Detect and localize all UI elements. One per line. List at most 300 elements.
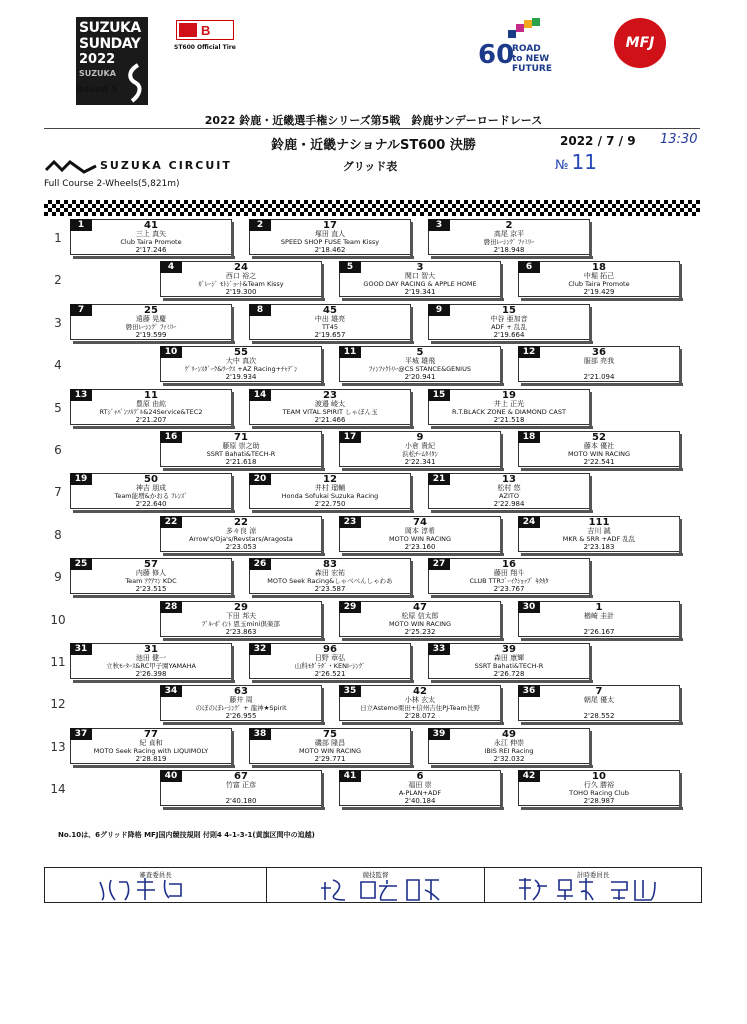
grid-position: 42 <box>518 770 540 782</box>
grid-slot <box>428 558 590 594</box>
rider-name: 森田 宏祐 <box>314 569 346 577</box>
grid-slot <box>160 601 322 637</box>
grid-slot <box>518 431 680 467</box>
team-name: TOHO Racing Club <box>569 789 629 797</box>
team-name: Team能増&かおる ﾌﾚﾝｽﾞ <box>114 492 188 500</box>
grid-position: 41 <box>339 770 361 782</box>
grid-slot <box>518 261 680 297</box>
rider-name: 渡邉 崚太 <box>314 400 346 408</box>
grid-row-label: 12 <box>50 697 66 711</box>
circuit-name: SUZUKA CIRCUIT <box>100 159 232 172</box>
car-number: 31 <box>144 644 158 655</box>
grid-position: 2 <box>249 219 271 231</box>
event-logo-year: 2022 <box>79 52 116 67</box>
team-name: MKR & SRR +ADF 乱乱 <box>562 535 636 543</box>
team-name: Club Taira Promote <box>568 280 630 288</box>
grid-position: 4 <box>160 261 182 273</box>
team-name: CLUB TTRｺﾞｰｲｸｼｮｯﾌﾟ ｷﾀｶﾀ <box>469 577 549 585</box>
grid-slot <box>339 346 501 382</box>
qualifying-time: 2'28.552 <box>583 712 615 720</box>
team-name: MOTO Seek Racing&しゃべべんしゃわあ <box>267 577 393 585</box>
qualifying-time: 2'26.167 <box>583 628 615 636</box>
team-name: IBIS REI Racing <box>484 747 534 755</box>
grid-slot <box>160 685 322 721</box>
rider-name: 楢崎 圭計 <box>583 612 615 620</box>
grid-position: 5 <box>339 261 361 273</box>
grid-slot <box>339 431 501 467</box>
qualifying-time: 2'25.232 <box>404 628 436 636</box>
event-logo-round: Round 5 <box>76 85 118 95</box>
rider-name: 井村 瑠輔 <box>314 484 346 492</box>
car-number: 63 <box>234 686 248 697</box>
svg-text:B: B <box>201 23 211 38</box>
grid-position: 32 <box>249 643 271 655</box>
qualifying-time: 2'22.541 <box>583 458 615 466</box>
qualifying-time: 2'20.941 <box>404 373 436 381</box>
grid-row-label: 9 <box>54 570 62 584</box>
car-number: 83 <box>323 559 337 570</box>
rider-name: 行久 勝裕 <box>583 781 615 789</box>
grid-slot <box>518 685 680 721</box>
car-number: 47 <box>413 602 427 613</box>
team-name: GOOD DAY RACING & APPLE HOME <box>363 280 477 288</box>
grid-slot <box>518 516 680 552</box>
car-number: 17 <box>323 220 337 231</box>
grid-row-label: 14 <box>50 782 66 796</box>
rider-name: 藤原 崇之助 <box>222 442 260 450</box>
qualifying-time: 2'22.341 <box>404 458 436 466</box>
grid-row-label: 13 <box>50 740 66 754</box>
car-number: 13 <box>502 474 516 485</box>
signature-cell-race-director <box>267 868 485 902</box>
grid-row-label: 5 <box>54 401 62 415</box>
team-name: SSRT Bahati&TECH-R <box>206 450 276 458</box>
grid-slot <box>428 219 590 255</box>
car-number: 23 <box>323 390 337 401</box>
grid-slot <box>428 728 590 764</box>
qualifying-time: 2'19.300 <box>225 288 257 296</box>
car-number: 49 <box>502 729 516 740</box>
qualifying-time: 2'22.984 <box>493 500 525 508</box>
rider-name: 池田 健一 <box>135 654 167 662</box>
grid-slot <box>249 728 411 764</box>
grid-position: 16 <box>160 431 182 443</box>
car-number: 74 <box>413 517 427 528</box>
rider-name: 藤井 周 <box>229 696 253 704</box>
rider-name: 中堀 拓己 <box>583 272 615 280</box>
grid-position: 39 <box>428 728 450 740</box>
checkered-flag-icon <box>508 18 548 40</box>
team-name: 磐田ﾚｰｼﾝｸﾞ ﾌｧﾐﾘｰ <box>125 323 177 331</box>
signature-cell-steward <box>45 868 267 902</box>
qualifying-time: 2'23.515 <box>135 585 167 593</box>
grid-slot <box>160 431 322 467</box>
grid-slot <box>339 685 501 721</box>
team-name: MOTO WIN RACING <box>567 450 631 458</box>
grid-slot <box>70 473 232 509</box>
series-title: 2022 鈴鹿・近畿選手権シリーズ第5戦 鈴鹿サンデーロードレース <box>204 114 543 127</box>
signature-cell-timekeeper <box>485 868 701 902</box>
grid-row-label: 1 <box>54 231 62 245</box>
car-number: 67 <box>234 771 248 782</box>
grid-slot <box>70 643 232 679</box>
rider-name: 高尾 京平 <box>493 230 525 238</box>
qualifying-time: 2'19.429 <box>583 288 615 296</box>
rider-name: 内藤 修人 <box>135 569 167 577</box>
grid-position: 25 <box>70 558 92 570</box>
team-name: Arrow's/Oja's/Revstars/Aragosta <box>189 535 293 543</box>
qualifying-time: 2'21.466 <box>314 416 346 424</box>
header-divider <box>44 128 700 129</box>
document-number-prefix: № <box>555 158 569 173</box>
grid-position: 31 <box>70 643 92 655</box>
rider-name: 中谷 亜加音 <box>490 315 528 323</box>
team-name: ﾌﾞﾙｰﾎﾟｲﾝﾄ 恩玉mini倶楽部 <box>202 620 280 628</box>
grid-row-label: 8 <box>54 528 62 542</box>
grid-position: 28 <box>160 601 182 613</box>
grid-position: 23 <box>339 516 361 528</box>
grid-row-label: 4 <box>54 358 62 372</box>
rider-name: 遠藤 晃慶 <box>135 315 167 323</box>
car-number: 11 <box>144 390 158 401</box>
rider-name: 吉川 誠 <box>587 527 611 535</box>
grid-position: 21 <box>428 473 450 485</box>
car-number: 77 <box>144 729 158 740</box>
rider-name: 関口 智大 <box>404 272 436 280</box>
event-logo-sub: SUZUKA <box>79 69 116 78</box>
team-name: SPEED SHOP FUSE Team Kissy <box>280 238 380 246</box>
car-number: 39 <box>502 644 516 655</box>
team-name: ｸﾞﾘｰﾝｽﾀﾞｰｸ&ﾜｰｸｽ +AZ Racing+ﾁｬﾃﾞﾝ <box>184 365 298 373</box>
grid-slot <box>249 473 411 509</box>
qualifying-time: 2'32.032 <box>493 755 525 763</box>
car-number: 111 <box>588 517 610 528</box>
grid-slot <box>249 304 411 340</box>
rider-name: 藤田 翔斗 <box>493 569 525 577</box>
role-label: 計時委員長 <box>576 871 610 879</box>
grid-slot <box>428 389 590 425</box>
rider-name: 朝尾 優太 <box>583 696 615 704</box>
grid-position: 6 <box>518 261 540 273</box>
grid-position: 11 <box>339 346 361 358</box>
qualifying-time: 2'19.599 <box>135 331 167 339</box>
qualifying-time: 2'22.750 <box>314 500 346 508</box>
grid-position: 3 <box>428 219 450 231</box>
anniversary-tagline-3: FUTURE <box>512 64 552 74</box>
course-info: Full Course 2-Wheels(5,821m) <box>44 179 180 189</box>
team-name: MOTO WIN RACING <box>388 535 452 543</box>
grid-slot <box>339 601 501 637</box>
anniversary-tagline-1: ROAD <box>512 44 541 54</box>
grid-slot <box>339 261 501 297</box>
race-time-handwritten: 13:30 <box>660 132 698 147</box>
team-name: MOTO WIN RACING <box>388 620 452 628</box>
grid-position: 20 <box>249 473 271 485</box>
qualifying-time: 2'26.398 <box>135 670 167 678</box>
grid-row-label: 10 <box>50 613 66 627</box>
grid-position: 36 <box>518 685 540 697</box>
team-name: ｶﾞﾚｰｼﾞ ﾓﾄｼﾞｮｰﾄ&Team Kissy <box>198 280 284 288</box>
car-number: 1 <box>595 602 603 613</box>
rider-name: 塚田 直人 <box>314 230 346 238</box>
grid-position: 17 <box>339 431 361 443</box>
grid-slot <box>160 346 322 382</box>
grid-position: 40 <box>160 770 182 782</box>
rider-name: 中出 雄亮 <box>314 315 346 323</box>
document-number <box>555 150 597 174</box>
rider-name: 森田 康輝 <box>493 654 525 662</box>
team-name: 日立Astemo栗田+信州吉住PJ-Team長野 <box>360 704 480 712</box>
grid-slot <box>518 601 680 637</box>
grid-position: 38 <box>249 728 271 740</box>
team-name: A-PLAN+ADF <box>398 789 442 797</box>
qualifying-time: 2'18.462 <box>314 246 346 254</box>
team-name: 浜松ﾁｰﾑﾀｲﾀﾝ <box>402 450 438 458</box>
team-name: 立秋ﾓｰﾀｰｽ&RC甲子園YAMAHA <box>106 662 196 670</box>
handwritten-signature <box>45 868 267 902</box>
qualifying-time: 2'19.657 <box>314 331 346 339</box>
qualifying-time: 2'28.987 <box>583 797 615 805</box>
grid-slot <box>518 346 680 382</box>
rider-name: 紀 貞和 <box>139 739 163 747</box>
team-name: R.T.BLACK ZONE & DIAMOND CAST <box>452 408 566 416</box>
car-number: 25 <box>144 305 158 316</box>
car-number: 3 <box>416 262 424 273</box>
car-number: 52 <box>592 432 606 443</box>
car-number: 18 <box>592 262 606 273</box>
rider-name: 神吉 朋成 <box>135 484 167 492</box>
car-number: 55 <box>234 347 248 358</box>
car-number: 19 <box>502 390 516 401</box>
grid-position: 34 <box>160 685 182 697</box>
grid-row-label: 6 <box>54 443 62 457</box>
qualifying-time: 2'40.184 <box>404 797 436 805</box>
event-logo-line1: SUZUKA <box>79 20 141 36</box>
rider-name: 小林 玄太 <box>404 696 436 704</box>
car-number: 41 <box>144 220 158 231</box>
car-number: 12 <box>323 474 337 485</box>
handwritten-signature <box>485 868 701 902</box>
grid-row-label: 2 <box>54 273 62 287</box>
rider-name: 豊原 由紘 <box>135 400 167 408</box>
grid-position: 13 <box>70 389 92 401</box>
circuit-shape-icon <box>124 63 146 103</box>
team-name: TT45 <box>321 323 339 331</box>
team-name: ﾌｧﾝﾌｧｸﾄﾘｰ@CS STANCE&GENIUS <box>369 365 471 373</box>
grid-slot <box>249 389 411 425</box>
team-name: Honda Sofukai Suzuka Racing <box>281 492 379 500</box>
grid-slot <box>70 728 232 764</box>
mfj-logo: MFJ <box>614 18 666 68</box>
team-name: MOTO WIN RACING <box>298 747 362 755</box>
rider-name: 井上 正光 <box>493 400 525 408</box>
grid-position: 12 <box>518 346 540 358</box>
grid-position: 19 <box>70 473 92 485</box>
qualifying-time: 2'26.728 <box>493 670 525 678</box>
car-number: 6 <box>416 771 424 782</box>
rider-name: 岡本 淳希 <box>404 527 436 535</box>
qualifying-time: 2'17.246 <box>135 246 167 254</box>
qualifying-time: 2'23.183 <box>583 543 615 551</box>
qualifying-time: 2'28.072 <box>404 712 436 720</box>
team-name: Team ｱｸｱﾏﾝ KDC <box>125 577 177 585</box>
qualifying-time: 2'19.934 <box>225 373 257 381</box>
car-number: 36 <box>592 347 606 358</box>
document-number-value: 11 <box>571 150 597 174</box>
role-label: 競技監督 <box>362 871 389 879</box>
grid-position: 1 <box>70 219 92 231</box>
anniversary-number: 60 <box>478 40 515 70</box>
grid-position: 22 <box>160 516 182 528</box>
car-number: 29 <box>234 602 248 613</box>
car-number: 57 <box>144 559 158 570</box>
team-name: Club Taira Promote <box>120 238 182 246</box>
event-logo-line2: SUNDAY <box>79 36 141 52</box>
grid-slot <box>428 643 590 679</box>
handwritten-signature <box>267 868 485 902</box>
team-name: のぼのぼﾚｰｼﾝｸﾞ + 龍神★Spirit <box>195 704 287 712</box>
rider-name: 日野 章弘 <box>314 654 346 662</box>
race-title: 鈴鹿・近畿ナショナルST600 決勝 <box>271 138 476 153</box>
grid-slot <box>249 643 411 679</box>
rider-name: 竹富 正彦 <box>225 781 257 789</box>
team-name: ADF + 乱乱 <box>491 323 527 331</box>
qualifying-time: 2'18.948 <box>493 246 525 254</box>
grid-slot <box>249 219 411 255</box>
checkered-band <box>44 200 700 216</box>
qualifying-time: 2'23.053 <box>225 543 257 551</box>
car-number: 50 <box>144 474 158 485</box>
grid-position: 37 <box>70 728 92 740</box>
footnote: No.10は、6グリッド降格 MFJ国内競技規則 付則4 4-1-3-1(黄旗区間中の追越) <box>58 831 315 839</box>
document-type: グリッド表 <box>342 160 398 173</box>
qualifying-time: 2'23.160 <box>404 543 436 551</box>
grid-slot <box>339 770 501 806</box>
grid-row-label: 7 <box>54 485 62 499</box>
grid-position: 27 <box>428 558 450 570</box>
grid-position: 10 <box>160 346 182 358</box>
rider-name: 多々良 涼 <box>225 527 257 535</box>
grid-position: 7 <box>70 304 92 316</box>
grid-position: 9 <box>428 304 450 316</box>
car-number: 7 <box>595 686 603 697</box>
grid-position: 26 <box>249 558 271 570</box>
team-name: MOTO Seek Racing with LIQUIMOLY <box>93 747 209 755</box>
team-name: SSRT Bahati&TECH-R <box>474 662 544 670</box>
grid-position: 24 <box>518 516 540 528</box>
grid-position: 18 <box>518 431 540 443</box>
qualifying-time: 2'23.767 <box>493 585 525 593</box>
rider-name: 磯部 隆昌 <box>314 739 346 747</box>
car-number: 45 <box>323 305 337 316</box>
rider-name: 福田 崇 <box>408 781 432 789</box>
grid-slot <box>160 516 322 552</box>
car-number: 71 <box>234 432 248 443</box>
car-number: 2 <box>505 220 513 231</box>
car-number: 10 <box>592 771 606 782</box>
grid-slot <box>70 304 232 340</box>
rider-name: 松原 信太郎 <box>401 612 439 620</box>
grid-slot <box>70 389 232 425</box>
qualifying-time: 2'23.587 <box>314 585 346 593</box>
car-number: 9 <box>416 432 424 443</box>
grid-row-label: 3 <box>54 316 62 330</box>
qualifying-time: 2'21.518 <box>493 416 525 424</box>
grid-slot <box>339 516 501 552</box>
grid-position: 35 <box>339 685 361 697</box>
qualifying-time: 2'40.180 <box>225 797 257 805</box>
grid-slot <box>160 261 322 297</box>
rider-name: 平城 雄飛 <box>404 357 436 365</box>
grid-slot <box>518 770 680 806</box>
team-name: TEAM VITAL SPIRIT しゃぼん玉 <box>282 408 378 416</box>
tire-logo-caption: ST600 Official Tire <box>174 44 236 51</box>
tire-sponsor-logo <box>174 18 236 52</box>
team-name: 山科ﾓﾀﾞﾗﾀﾞ・KENIｰｼﾝｸﾞ <box>294 662 366 670</box>
car-number: 24 <box>234 262 248 273</box>
anniversary-tagline-2: to NEW <box>512 54 550 64</box>
rider-name: 永江 伸崇 <box>493 739 525 747</box>
car-number: 75 <box>323 729 337 740</box>
rider-name: 服部 亮我 <box>583 357 615 365</box>
rider-name: 西口 裕之 <box>225 272 257 280</box>
rider-name: 大中 真次 <box>225 357 257 365</box>
bridgestone-icon <box>176 20 234 40</box>
grid-slot <box>428 304 590 340</box>
role-label: 審査委員長 <box>139 871 172 879</box>
qualifying-time: 2'29.771 <box>314 755 346 763</box>
qualifying-time: 2'22.640 <box>135 500 167 508</box>
rider-name: 下田 邦夫 <box>225 612 257 620</box>
rider-name: 松村 悠 <box>497 484 521 492</box>
race-date: 2022 / 7 / 9 <box>560 134 636 148</box>
qualifying-time: 2'23.863 <box>225 628 257 636</box>
car-number: 5 <box>416 347 424 358</box>
rider-name: 小倉 貴紀 <box>404 442 436 450</box>
rider-name: 三上 真矢 <box>135 230 167 238</box>
car-number: 96 <box>323 644 337 655</box>
grid-slot <box>70 558 232 594</box>
grid-position: 30 <box>518 601 540 613</box>
grid-position: 8 <box>249 304 271 316</box>
rider-name: 藤本 優社 <box>583 442 615 450</box>
car-number: 16 <box>502 559 516 570</box>
grid-slot <box>249 558 411 594</box>
qualifying-time: 2'21.207 <box>135 416 167 424</box>
qualifying-time: 2'21.618 <box>225 458 257 466</box>
team-name: RTｼﾞｬﾊﾟﾝｿﾙﾌﾞﾙ&24Service&TEC2 <box>99 408 203 416</box>
grid-slot <box>70 219 232 255</box>
car-number: 15 <box>502 305 516 316</box>
qualifying-time: 2'19.664 <box>493 331 525 339</box>
car-number: 42 <box>413 686 427 697</box>
grid-position: 33 <box>428 643 450 655</box>
grid-position: 29 <box>339 601 361 613</box>
qualifying-time: 2'28.819 <box>135 755 167 763</box>
grid-position: 14 <box>249 389 271 401</box>
car-number: 22 <box>234 517 248 528</box>
team-name: AZITO <box>499 492 519 500</box>
grid-row-label: 11 <box>50 655 66 669</box>
qualifying-time: 2'26.955 <box>225 712 257 720</box>
signature-table <box>44 867 702 903</box>
grid-position: 15 <box>428 389 450 401</box>
grid-slot <box>428 473 590 509</box>
qualifying-time: 2'19.341 <box>404 288 436 296</box>
grid-slot <box>160 770 322 806</box>
anniversary-logo <box>478 18 578 80</box>
qualifying-time: 2'21.094 <box>583 373 615 381</box>
